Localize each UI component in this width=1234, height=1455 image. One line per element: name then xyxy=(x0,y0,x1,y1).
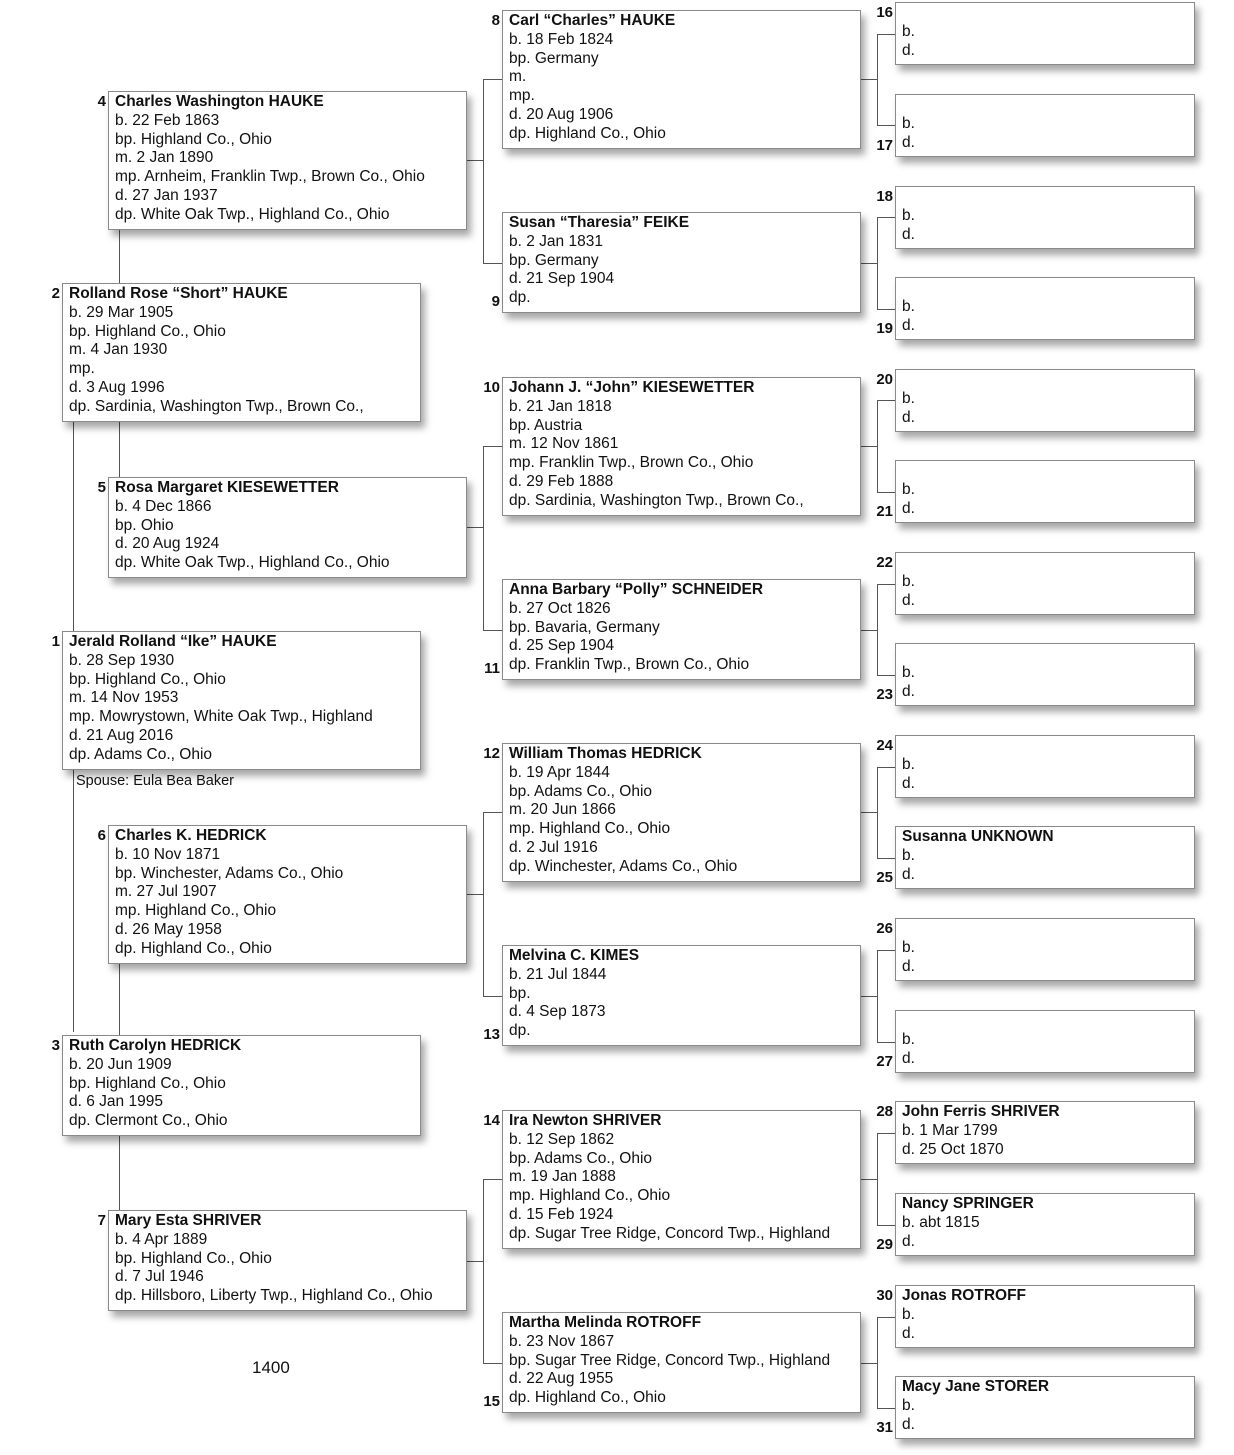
person-detail: dp. Highland Co., Ohio xyxy=(115,939,272,957)
person-detail: b. xyxy=(902,297,915,315)
person-detail: b. xyxy=(902,572,915,590)
person-box-31[interactable] xyxy=(895,1376,1195,1439)
person-box-4[interactable] xyxy=(108,91,467,230)
person-detail: d. xyxy=(902,957,915,975)
person-detail: bp. Winchester, Adams Co., Ohio xyxy=(115,864,344,882)
person-detail: d. xyxy=(902,1324,915,1342)
ahnentafel-number: 27 xyxy=(876,1053,893,1070)
person-box-28[interactable] xyxy=(895,1101,1195,1164)
person-box-11[interactable] xyxy=(502,579,861,680)
person-detail: bp. Highland Co., Ohio xyxy=(69,1074,226,1092)
person-detail: b. xyxy=(902,22,915,40)
person-detail: d. xyxy=(902,1232,915,1250)
person-detail: mp. xyxy=(69,360,95,378)
person-detail: b. 10 Nov 1871 xyxy=(115,845,221,863)
person-box-15[interactable] xyxy=(502,1312,861,1413)
connector-line xyxy=(467,1261,483,1262)
connector-line xyxy=(467,894,483,895)
person-detail: b. 18 Feb 1824 xyxy=(509,30,614,48)
connector-line xyxy=(877,584,895,585)
ahnentafel-number: 29 xyxy=(876,1236,893,1253)
person-detail: d. 20 Aug 1924 xyxy=(115,535,220,553)
person-detail: dp. White Oak Twp., Highland Co., Ohio xyxy=(115,554,390,572)
person-box-14[interactable] xyxy=(502,1110,861,1249)
page-number: 1400 xyxy=(252,1358,290,1377)
ahnentafel-number: 12 xyxy=(483,745,500,762)
person-detail: bp. Highland Co., Ohio xyxy=(115,1249,272,1267)
ahnentafel-number: 16 xyxy=(876,4,893,21)
connector-line xyxy=(467,527,483,528)
connector-line xyxy=(861,630,877,631)
person-name xyxy=(902,1012,1194,1031)
person-detail: bp. Germany xyxy=(509,49,599,67)
connector-line xyxy=(483,1179,502,1180)
person-detail: bp. Highland Co., Ohio xyxy=(69,322,226,340)
person-detail: m. 2 Jan 1890 xyxy=(115,149,214,167)
person-detail: d. xyxy=(902,133,915,151)
person-detail: bp. Adams Co., Ohio xyxy=(509,782,653,800)
ahnentafel-number: 6 xyxy=(97,827,106,844)
connector-line xyxy=(483,1179,484,1363)
person-name xyxy=(902,279,1194,298)
person-name xyxy=(902,371,1194,390)
person-detail: dp. White Oak Twp., Highland Co., Ohio xyxy=(115,205,390,223)
person-detail: b. xyxy=(902,114,915,132)
person-name: Jerald Rolland “Ike” HAUKE xyxy=(69,633,277,650)
person-detail: bp. Highland Co., Ohio xyxy=(69,670,226,688)
ahnentafel-number: 9 xyxy=(491,293,500,310)
person-detail: d. xyxy=(902,499,915,517)
connector-line xyxy=(483,630,502,631)
connector-line xyxy=(877,584,878,675)
ahnentafel-number: 5 xyxy=(97,479,106,496)
person-name: Mary Esta SHRIVER xyxy=(115,1212,262,1229)
person-detail: m. xyxy=(509,68,527,86)
connector-line xyxy=(877,1042,895,1043)
person-box-10[interactable] xyxy=(502,377,861,516)
person-box-30[interactable] xyxy=(895,1285,1195,1348)
connector-line xyxy=(467,160,483,161)
connector-line xyxy=(483,446,484,630)
person-detail: b. 20 Jun 1909 xyxy=(69,1055,172,1073)
person-detail: d. 26 May 1958 xyxy=(115,920,222,938)
person-detail: d. 4 Sep 1873 xyxy=(509,1003,606,1021)
person-detail: b. xyxy=(902,938,915,956)
ahnentafel-number: 17 xyxy=(876,137,893,154)
person-detail: mp. xyxy=(509,87,535,105)
person-box-5[interactable] xyxy=(108,477,467,578)
person-name xyxy=(902,4,1194,23)
ahnentafel-number: 30 xyxy=(876,1287,893,1304)
person-name: Rolland Rose “Short” HAUKE xyxy=(69,285,288,302)
person-box-16[interactable] xyxy=(895,2,1195,65)
person-detail: m. 4 Jan 1930 xyxy=(69,341,168,359)
person-box-1[interactable] xyxy=(62,631,421,770)
connector-line xyxy=(877,767,878,858)
ahnentafel-number: 28 xyxy=(876,1103,893,1120)
person-detail: dp. Highland Co., Ohio xyxy=(509,124,666,142)
person-detail: d. 20 Aug 1906 xyxy=(509,105,614,123)
person-detail: d. xyxy=(902,591,915,609)
person-detail: d. 25 Oct 1870 xyxy=(902,1140,1004,1158)
person-detail: bp. Austria xyxy=(509,416,583,434)
person-detail: mp. Arnheim, Franklin Twp., Brown Co., Ohio xyxy=(115,168,425,186)
person-detail: mp. Highland Co., Ohio xyxy=(509,820,671,838)
person-name: Carl “Charles” HAUKE xyxy=(509,12,676,29)
person-detail: mp. Highland Co., Ohio xyxy=(509,1187,671,1205)
ahnentafel-number: 10 xyxy=(483,379,500,396)
person-detail: b. 27 Oct 1826 xyxy=(509,599,611,617)
person-box-22[interactable] xyxy=(895,552,1195,615)
person-detail: dp. Hillsboro, Liberty Twp., Highland Co., Ohio xyxy=(115,1287,433,1305)
person-box-8[interactable] xyxy=(502,10,861,149)
connector-line xyxy=(119,963,120,1036)
person-box-21[interactable] xyxy=(895,460,1195,523)
connector-line xyxy=(877,858,895,859)
connector-line xyxy=(861,446,877,447)
person-name: Anna Barbary “Polly” SCHNEIDER xyxy=(509,581,764,598)
connector-line xyxy=(483,1363,502,1364)
person-detail: dp. Sugar Tree Ridge, Concord Twp., Highland xyxy=(509,1224,831,1242)
connector-line xyxy=(119,1135,120,1211)
person-box-7[interactable] xyxy=(108,1210,467,1311)
person-detail: dp. xyxy=(509,289,531,307)
person-name xyxy=(902,554,1194,573)
person-detail: d. 3 Aug 1996 xyxy=(69,378,165,396)
person-detail: d. xyxy=(902,41,915,59)
connector-line xyxy=(483,996,502,997)
person-detail: d. xyxy=(902,1049,915,1067)
connector-line xyxy=(877,767,895,768)
ahnentafel-number: 14 xyxy=(483,1112,500,1129)
person-detail: d. 15 Feb 1924 xyxy=(509,1205,614,1223)
person-name xyxy=(902,462,1194,481)
person-detail: b. abt 1815 xyxy=(902,1213,980,1231)
person-box-24[interactable] xyxy=(895,735,1195,798)
person-detail: dp. Franklin Twp., Brown Co., Ohio xyxy=(509,656,750,674)
person-detail: d. xyxy=(902,682,915,700)
person-box-2[interactable] xyxy=(62,283,421,422)
person-box-12[interactable] xyxy=(502,743,861,882)
person-name xyxy=(902,737,1194,756)
person-detail: b. 29 Mar 1905 xyxy=(69,303,174,321)
person-name: Ruth Carolyn HEDRICK xyxy=(69,1037,242,1054)
connector-line xyxy=(861,996,877,997)
person-detail: bp. xyxy=(509,984,531,1002)
person-detail: d. 2 Jul 1916 xyxy=(509,838,598,856)
person-detail: d. xyxy=(902,865,915,883)
person-detail: b. xyxy=(902,846,915,864)
connector-line xyxy=(877,34,878,125)
person-detail: b. xyxy=(902,206,915,224)
person-detail: d. 27 Jan 1937 xyxy=(115,186,218,204)
person-box-6[interactable] xyxy=(108,825,467,964)
connector-line xyxy=(483,79,502,80)
ahnentafel-number: 7 xyxy=(97,1212,106,1229)
connector-line xyxy=(877,950,895,951)
person-detail: bp. Bavaria, Germany xyxy=(509,618,660,636)
person-detail: b. xyxy=(902,480,915,498)
person-detail: d. xyxy=(902,225,915,243)
connector-line xyxy=(483,812,484,996)
person-box-25[interactable] xyxy=(895,826,1195,889)
connector-line xyxy=(861,1179,877,1180)
person-detail: b. 28 Sep 1930 xyxy=(69,651,175,669)
person-detail: bp. Sugar Tree Ridge, Concord Twp., Highland xyxy=(509,1351,831,1369)
person-name: Martha Melinda ROTROFF xyxy=(509,1314,702,1331)
person-box-29[interactable] xyxy=(895,1193,1195,1256)
ahnentafel-number: 8 xyxy=(491,12,500,29)
ahnentafel-number: 26 xyxy=(876,920,893,937)
connector-line xyxy=(861,79,877,80)
person-detail: d. 7 Jul 1946 xyxy=(115,1268,204,1286)
connector-line xyxy=(877,950,878,1042)
person-box-18[interactable] xyxy=(895,186,1195,249)
person-detail: m. 27 Jul 1907 xyxy=(115,883,217,901)
ahnentafel-number: 4 xyxy=(97,93,106,110)
person-detail: b. xyxy=(902,1305,915,1323)
person-box-13[interactable] xyxy=(502,945,861,1046)
person-detail: mp. Mowrystown, White Oak Twp., Highland xyxy=(69,708,373,726)
connector-line xyxy=(877,1408,895,1409)
ahnentafel-number: 25 xyxy=(876,869,893,886)
connector-line xyxy=(877,492,895,493)
person-detail: d. 25 Sep 1904 xyxy=(509,637,615,655)
person-detail: d. 22 Aug 1955 xyxy=(509,1370,614,1388)
person-name: Melvina C. KIMES xyxy=(509,947,640,964)
person-detail: bp. Highland Co., Ohio xyxy=(115,130,272,148)
person-detail: b. 1 Mar 1799 xyxy=(902,1121,998,1139)
ahnentafel-number: 22 xyxy=(876,554,893,571)
person-detail: dp. Sardinia, Washington Twp., Brown Co., xyxy=(509,491,804,509)
person-detail: d. xyxy=(902,316,915,334)
connector-line xyxy=(483,446,502,447)
connector-line xyxy=(877,400,878,492)
person-detail: b. 12 Sep 1862 xyxy=(509,1130,615,1148)
ahnentafel-number: 15 xyxy=(483,1393,500,1410)
connector-line xyxy=(861,812,877,813)
person-box-3[interactable] xyxy=(62,1035,421,1136)
ahnentafel-number: 18 xyxy=(876,188,893,205)
person-detail: d. xyxy=(902,408,915,426)
person-detail: m. 20 Jun 1866 xyxy=(509,801,616,819)
person-detail: b. xyxy=(902,389,915,407)
person-name: Susan “Tharesia” FEIKE xyxy=(509,214,690,231)
connector-line xyxy=(877,1225,895,1226)
ahnentafel-number: 20 xyxy=(876,371,893,388)
person-detail: b. 22 Feb 1863 xyxy=(115,111,220,129)
connector-line xyxy=(877,1133,895,1134)
person-detail: b. 4 Apr 1889 xyxy=(115,1230,208,1248)
person-detail: dp. Clermont Co., Ohio xyxy=(69,1112,228,1130)
connector-line xyxy=(861,1363,877,1364)
ahnentafel-number: 21 xyxy=(876,503,893,520)
person-detail: b. xyxy=(902,755,915,773)
ahnentafel-number: 24 xyxy=(876,737,893,754)
person-detail: b. 21 Jul 1844 xyxy=(509,965,607,983)
person-name: Rosa Margaret KIESEWETTER xyxy=(115,479,339,496)
person-detail: bp. Ohio xyxy=(115,516,174,534)
person-detail: d. 6 Jan 1995 xyxy=(69,1093,163,1111)
connector-line xyxy=(877,125,895,126)
spouse-note: Spouse: Eula Bea Baker xyxy=(76,773,234,789)
person-box-17[interactable] xyxy=(895,94,1195,157)
person-box-9[interactable] xyxy=(502,212,861,313)
person-name: John Ferris SHRIVER xyxy=(902,1103,1060,1120)
person-detail: b. 21 Jan 1818 xyxy=(509,397,612,415)
ahnentafel-number: 23 xyxy=(876,686,893,703)
person-detail: dp. Sardinia, Washington Twp., Brown Co., xyxy=(69,397,364,415)
person-name: Johann J. “John” KIESEWETTER xyxy=(509,379,755,396)
ahnentafel-number: 3 xyxy=(51,1037,60,1054)
connector-line xyxy=(877,1133,878,1225)
person-box-26[interactable] xyxy=(895,918,1195,981)
person-detail: m. 19 Jan 1888 xyxy=(509,1168,616,1186)
connector-line xyxy=(119,229,120,284)
person-detail: mp. Highland Co., Ohio xyxy=(115,902,277,920)
person-detail: b. xyxy=(902,1030,915,1048)
person-box-20[interactable] xyxy=(895,369,1195,432)
person-name xyxy=(902,920,1194,939)
connector-line xyxy=(483,79,484,263)
connector-line xyxy=(877,34,895,35)
person-name: Charles Washington HAUKE xyxy=(115,93,324,110)
person-detail: m. 12 Nov 1861 xyxy=(509,435,619,453)
person-name: Jonas ROTROFF xyxy=(902,1287,1027,1304)
connector-line xyxy=(877,217,895,218)
person-detail: b. xyxy=(902,663,915,681)
person-detail: d. 29 Feb 1888 xyxy=(509,472,614,490)
person-detail: b. 4 Dec 1866 xyxy=(115,497,212,515)
connector-line xyxy=(877,1317,878,1408)
person-name: Susanna UNKNOWN xyxy=(902,828,1054,845)
person-name: Ira Newton SHRIVER xyxy=(509,1112,662,1129)
person-box-19[interactable] xyxy=(895,277,1195,340)
person-box-27[interactable] xyxy=(895,1010,1195,1073)
person-detail: dp. Winchester, Adams Co., Ohio xyxy=(509,857,738,875)
ahnentafel-number: 11 xyxy=(484,660,500,677)
connector-line xyxy=(877,400,895,401)
person-detail: d. xyxy=(902,774,915,792)
connector-line xyxy=(877,217,878,309)
person-detail: m. 14 Nov 1953 xyxy=(69,689,179,707)
person-name xyxy=(902,645,1194,664)
connector-line xyxy=(877,675,895,676)
person-detail: b. xyxy=(902,1396,915,1414)
person-box-23[interactable] xyxy=(895,643,1195,706)
person-name: Macy Jane STORER xyxy=(902,1378,1050,1395)
connector-line xyxy=(119,421,120,478)
person-detail: bp. Germany xyxy=(509,251,599,269)
connector-line xyxy=(877,1317,895,1318)
person-name: Charles K. HEDRICK xyxy=(115,827,267,844)
ahnentafel-number: 19 xyxy=(876,320,893,337)
person-detail: mp. Franklin Twp., Brown Co., Ohio xyxy=(509,454,754,472)
ahnentafel-number: 13 xyxy=(483,1026,500,1043)
person-detail: b. 2 Jan 1831 xyxy=(509,232,603,250)
person-detail: b. 19 Apr 1844 xyxy=(509,763,610,781)
ahnentafel-number: 1 xyxy=(51,633,60,650)
connector-line xyxy=(861,263,877,264)
ahnentafel-number: 2 xyxy=(51,285,60,302)
person-detail: dp. Highland Co., Ohio xyxy=(509,1389,666,1407)
person-name: William Thomas HEDRICK xyxy=(509,745,702,762)
person-detail: d. 21 Sep 1904 xyxy=(509,270,615,288)
person-detail: dp. xyxy=(509,1022,531,1040)
person-detail: dp. Adams Co., Ohio xyxy=(69,745,213,763)
person-detail: b. 23 Nov 1867 xyxy=(509,1332,615,1350)
person-name xyxy=(902,188,1194,207)
connector-line xyxy=(483,812,502,813)
person-detail: d. xyxy=(902,1415,915,1433)
person-name: Nancy SPRINGER xyxy=(902,1195,1034,1212)
connector-line xyxy=(877,309,895,310)
person-detail: bp. Adams Co., Ohio xyxy=(509,1149,653,1167)
person-detail: d. 21 Aug 2016 xyxy=(69,726,174,744)
connector-line xyxy=(483,263,502,264)
ahnentafel-number: 31 xyxy=(876,1419,893,1436)
person-name xyxy=(902,96,1194,115)
